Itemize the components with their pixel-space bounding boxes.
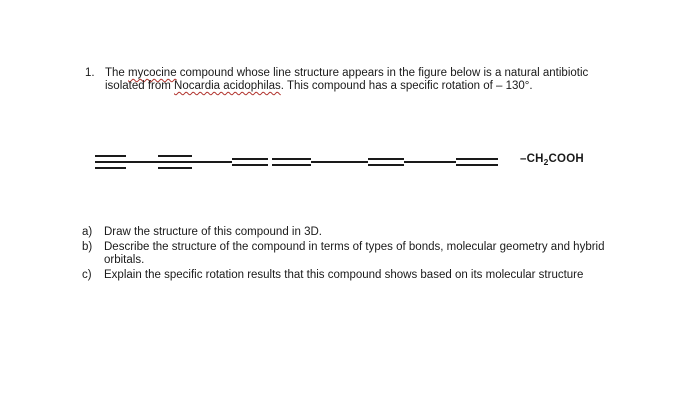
double-bond-3: [368, 159, 404, 165]
question-parts-list: [82, 226, 622, 284]
question-text-after: . This compound has a specific rotation of – 130°.: [280, 80, 533, 92]
part-b: [82, 241, 622, 267]
compound-name: mycocine: [128, 67, 177, 79]
part-b-letter: b): [82, 241, 93, 253]
triple-bond-1: [95, 156, 126, 168]
substituent-label: [520, 153, 584, 165]
question-text-before: The: [105, 67, 129, 79]
double-bond-1: [232, 159, 268, 165]
triple-bond-2: [158, 156, 192, 168]
substituent-suffix: COOH: [548, 153, 584, 165]
part-c: [82, 269, 622, 282]
part-a-text: Draw the structure of this compound in 3D.: [104, 226, 322, 238]
part-c-text: Explain the specific rotation results that this compound shows based on its molecular structure: [104, 269, 584, 281]
part-a-letter: a): [82, 226, 93, 238]
part-a: [82, 226, 622, 239]
part-b-text: Describe the structure of the compound in terms of types of bonds, molecular geometry and hybrid orbitals.: [104, 241, 605, 266]
line-structure-diagram: [0, 140, 700, 190]
question-text-middle: compound whose line structure appears in the figure below is a natural antibiotic isolated from: [105, 67, 589, 92]
organism-name: Nocardia acidophilas: [174, 80, 281, 92]
double-bond-2: [272, 159, 311, 165]
double-bond-4: [456, 159, 498, 165]
substituent-subscript: 2: [543, 157, 549, 167]
question-number: 1.: [85, 67, 95, 79]
part-c-letter: c): [82, 269, 92, 281]
question-text: [105, 67, 605, 93]
substituent-prefix: –CH: [520, 153, 544, 165]
